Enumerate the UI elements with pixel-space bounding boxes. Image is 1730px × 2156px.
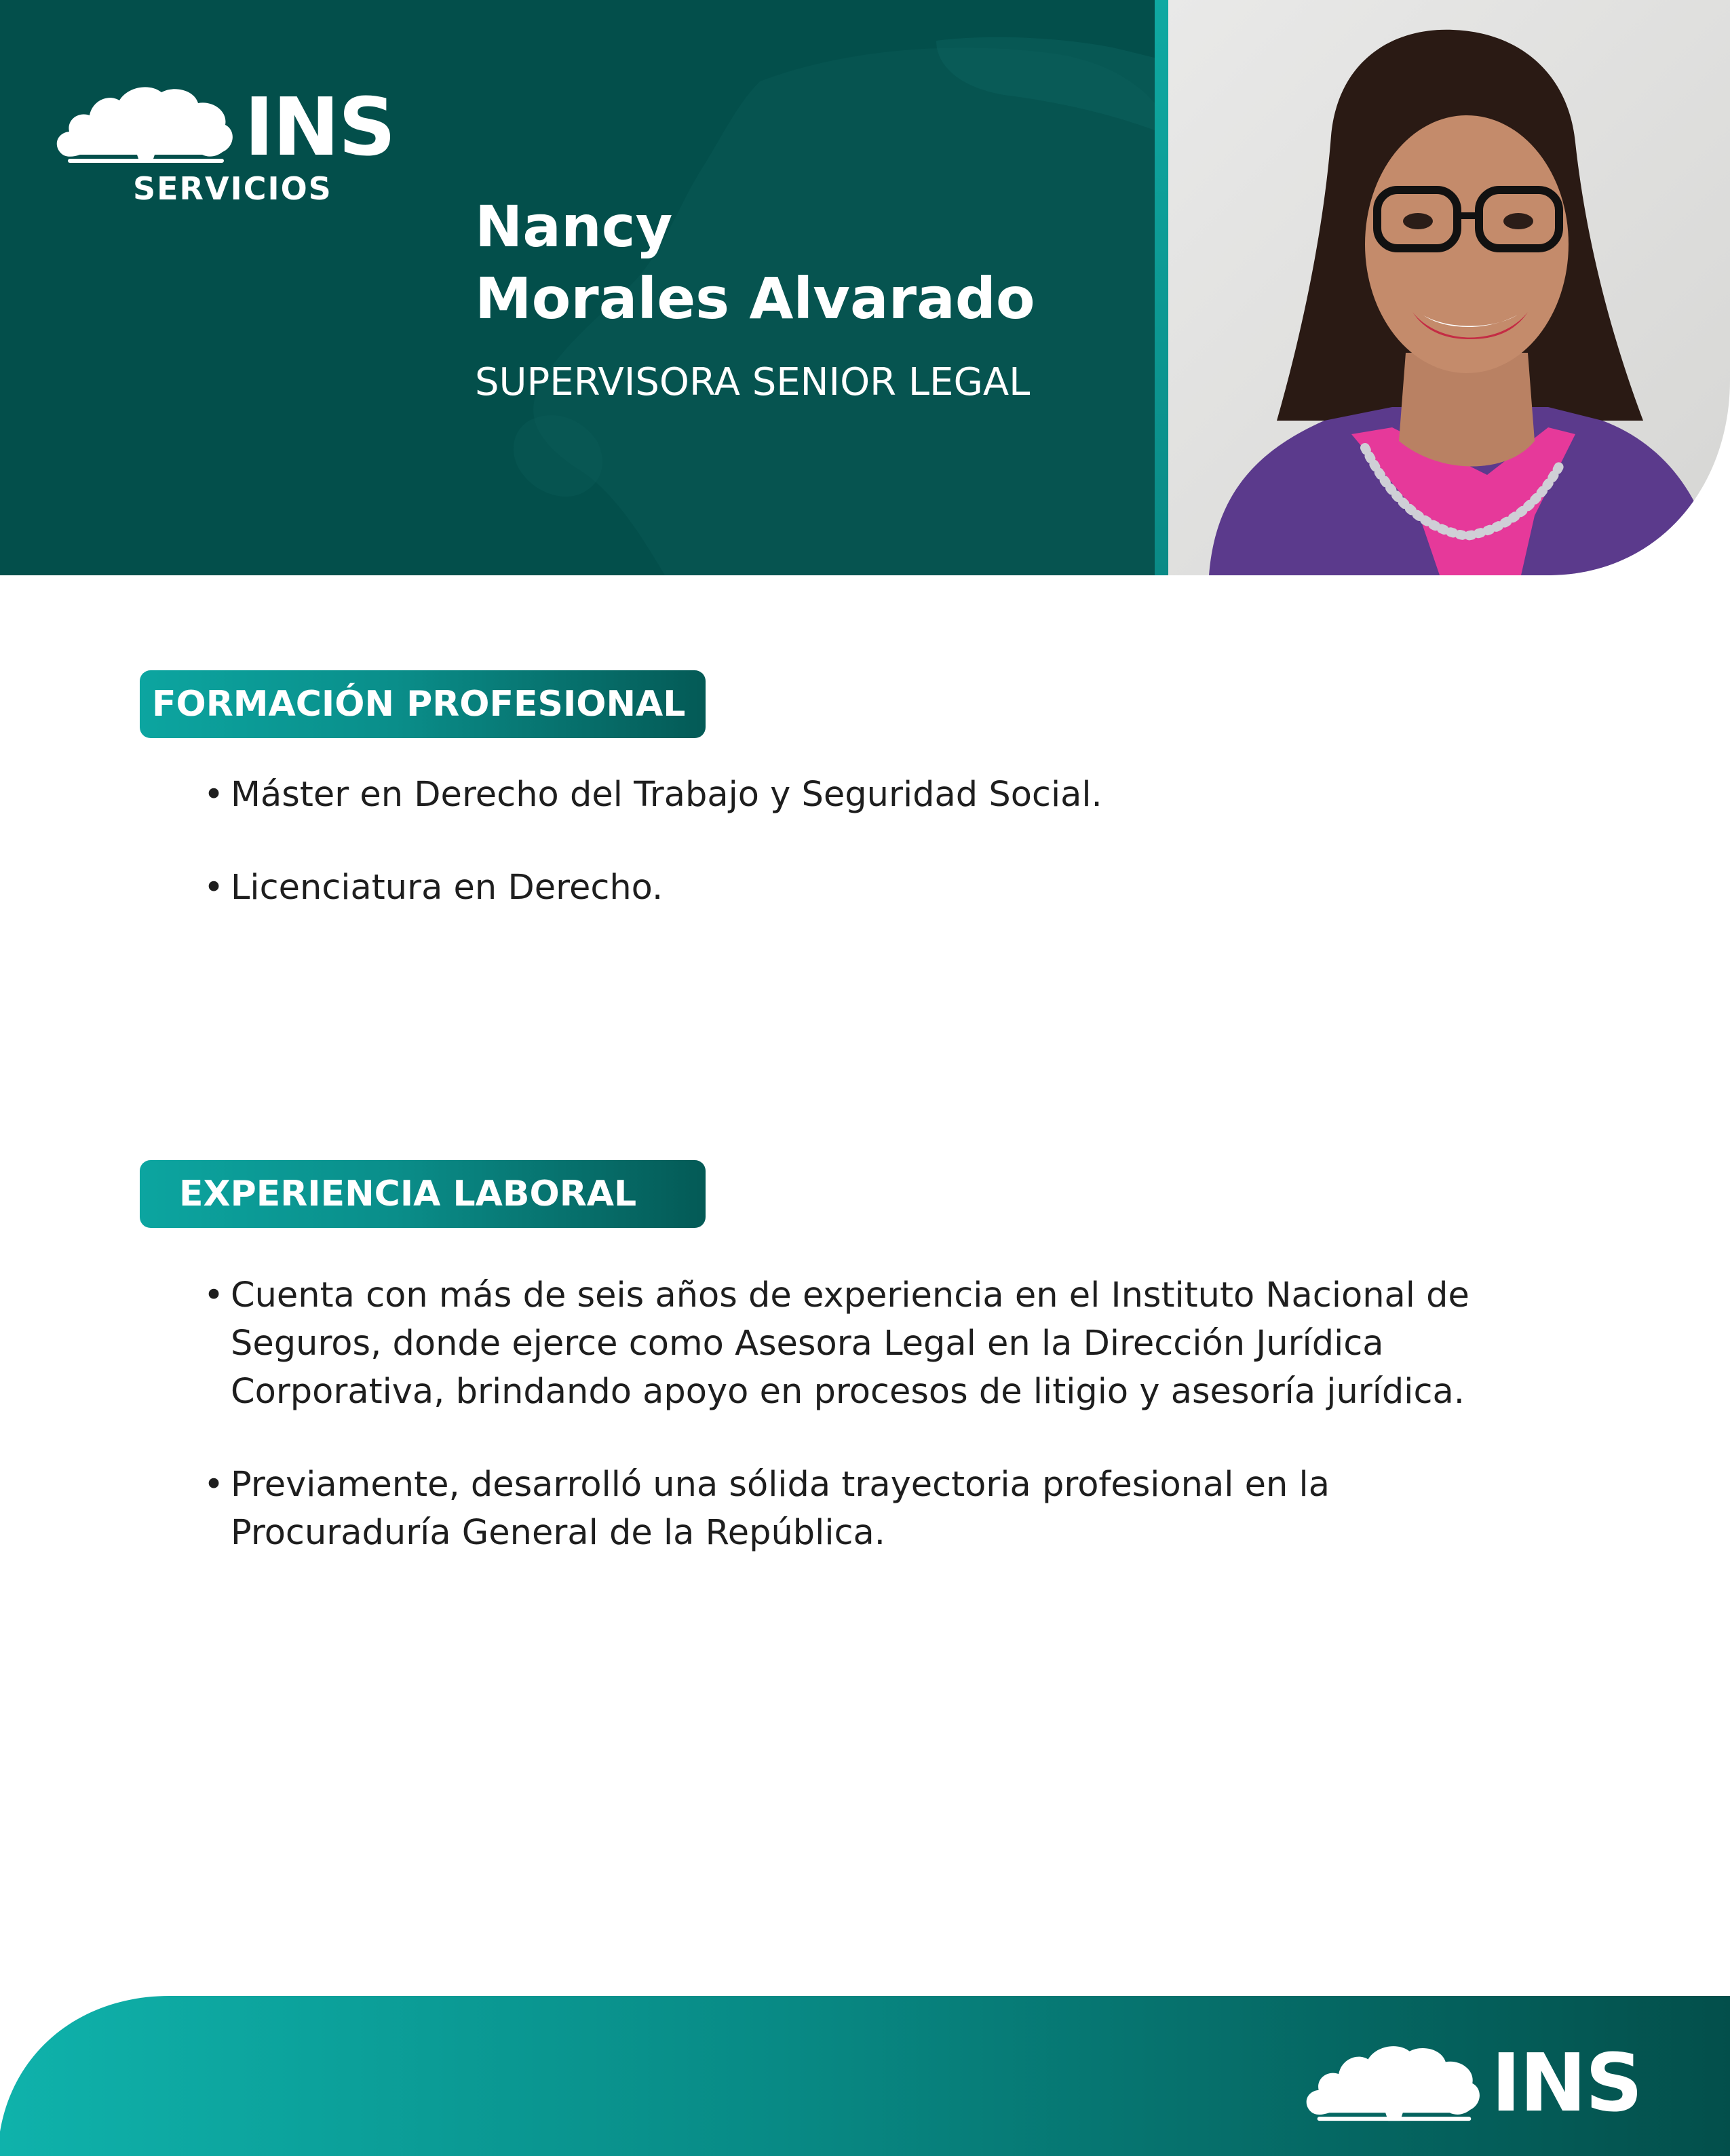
experiencia-item-text: Previamente, desarrolló una sólida trayectoria profesional en la Procuraduría General de la República.: [231, 1465, 1330, 1553]
tree-logo-icon: [53, 73, 236, 168]
footer-ins-text: INS: [1491, 2036, 1642, 2130]
section-title-experiencia: EXPERIENCIA LABORAL: [140, 1160, 706, 1228]
header-accent-stripe: [1155, 0, 1168, 575]
bullet-icon: •: [204, 1465, 225, 1505]
section-title-formacion: FORMACIÓN PROFESIONAL: [140, 670, 706, 738]
experiencia-list: [204, 1271, 1560, 1602]
formacion-item-text: Máster en Derecho del Trabajo y Seguridad Social.: [231, 775, 1102, 815]
list-item: [204, 771, 1560, 819]
ins-servicios-logo: [53, 73, 419, 209]
formacion-item-text: Licenciatura en Derecho.: [231, 868, 664, 908]
logo-servicios-text: SERVICIOS: [133, 170, 332, 207]
portrait-photo-icon: [1168, 0, 1730, 575]
tree-logo-icon: [1303, 2032, 1483, 2127]
bullet-icon: •: [204, 1275, 225, 1315]
footer-ins-logo: [1303, 2032, 1669, 2134]
formacion-list: [204, 771, 1560, 957]
bullet-icon: •: [204, 775, 225, 815]
person-last-name: Morales Alvarado: [475, 265, 1035, 332]
person-role: SUPERVISORA SENIOR LEGAL: [475, 360, 1031, 404]
list-item: [204, 1271, 1560, 1416]
list-item: [204, 864, 1560, 912]
bullet-icon: •: [204, 868, 225, 908]
header-banner: [0, 0, 1168, 575]
experiencia-item-text: Cuenta con más de seis años de experiencia en el Instituto Nacional de Seguros, donde ejerce como Asesora Legal en la Dirección Jurídica Corporativa, brindando apoyo en procesos de litigio y asesoría jurídica.: [231, 1275, 1469, 1412]
list-item: [204, 1461, 1560, 1557]
person-first-name: Nancy: [475, 193, 673, 260]
logo-ins-text: INS: [244, 80, 395, 174]
